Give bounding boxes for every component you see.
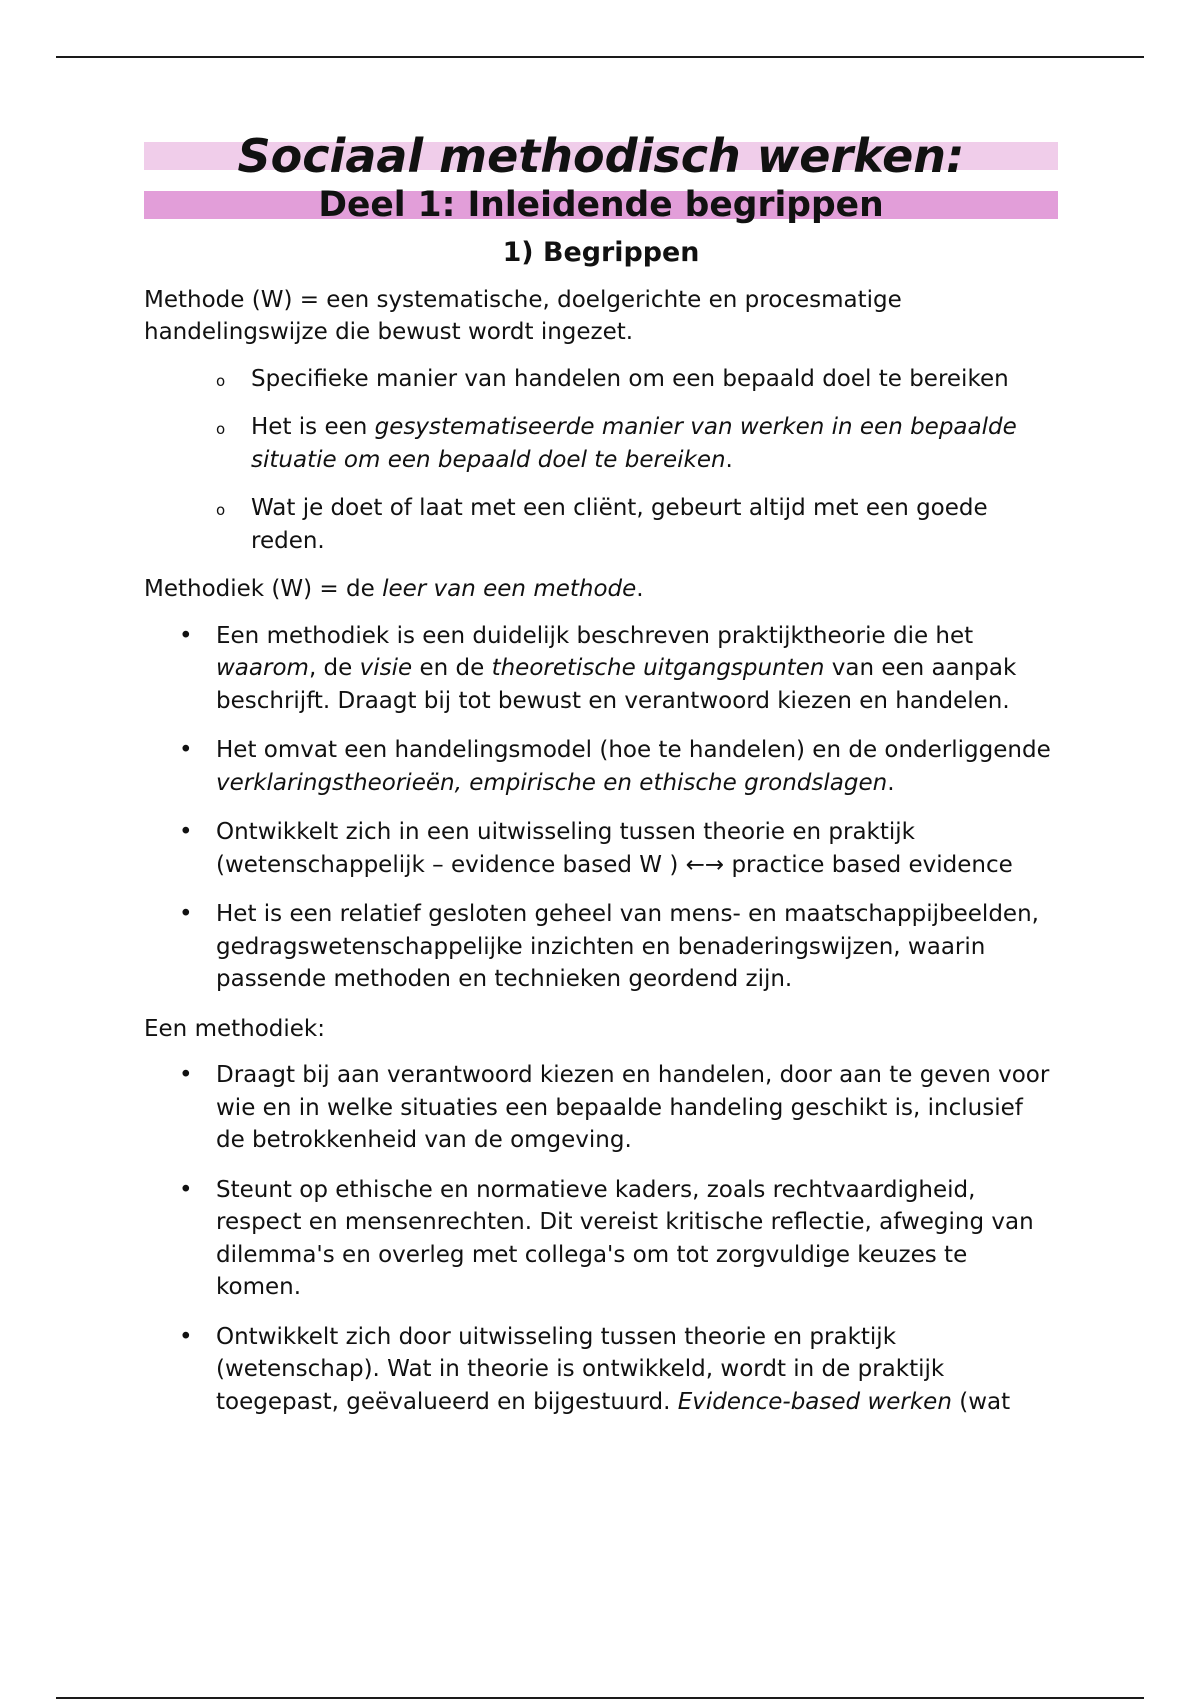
list-item: • Een methodiek is een duidelijk beschreven praktijktheorie die het waarom, de visie en de theoretische uitgangspunten van een aanpak beschrijft. Draagt bij tot bewust en verantwoord kiezen en handelen. <box>144 620 1058 718</box>
document-body <box>144 129 1058 1435</box>
bullet-icon: • <box>179 622 193 649</box>
methode-definition: Methode (W) = een systematische, doelgerichte en procesmatige handelingswijze die bewust wordt ingezet. <box>144 286 902 345</box>
list-item: • Draagt bij aan verantwoord kiezen en handelen, door aan te geven voor wie en in welke situaties een bepaalde handeling geschikt is, inclusief de betrokkenheid van de omgeving. <box>144 1059 1058 1157</box>
list-item: o Wat je doet of laat met een cliënt, gebeurt altijd met een goede reden. <box>216 495 988 554</box>
methodiek-list <box>144 620 1058 996</box>
bullet-icon: • <box>179 737 193 763</box>
list-item: • Steunt op ethische en normatieve kaders, zoals rechtvaardigheid, respect en mensenrechten. Dit vereist kritische reflectie, afweging van dilemma's en overleg met collega's om tot zorgvuldige keuzes te komen. <box>144 1174 1058 1304</box>
bottom-rule <box>56 1697 1144 1699</box>
list-item: o Specifieke manier van handelen om een bepaald doel te bereiken <box>144 363 1058 396</box>
bullet-icon: • <box>179 901 193 927</box>
circle-bullet-icon: o <box>216 420 226 438</box>
methodiek-definition: Methodiek (W) = de leer van een methode. <box>144 576 644 602</box>
list-item: • Het is een relatief gesloten geheel van mens- en maatschappijbeelden, gedragswetenschappelijke inzichten en benaderingswijzen, waarin passende methoden en technieken geordend zijn. <box>144 898 1058 996</box>
top-rule <box>56 56 1144 58</box>
methode-list <box>144 363 1058 558</box>
list-item: • Het omvat een handelingsmodel (hoe te handelen) en de onderliggende verklaringstheorieën, empirische en ethische grondslagen. <box>144 734 1058 799</box>
circle-bullet-icon: o <box>216 501 226 519</box>
een-methodiek-intro: Een methodiek: <box>144 1015 326 1042</box>
part-heading: Deel 1: Inleidende begrippen <box>144 191 1058 219</box>
document-title: Sociaal methodisch werken: <box>144 142 1058 170</box>
bullet-icon: • <box>179 1176 193 1203</box>
list-item: • Ontwikkelt zich door uitwisseling tussen theorie en praktijk (wetenschap). Wat in theorie is ontwikkeld, wordt in de praktijk toegepast, geëvalueerd en bijgestuurd. Evidence-based werken (wat <box>144 1321 1058 1419</box>
bullet-icon: • <box>179 819 193 845</box>
een-methodiek-list <box>144 1059 1058 1418</box>
bullet-icon: • <box>179 1062 193 1088</box>
bullet-icon: • <box>179 1323 193 1350</box>
circle-bullet-icon: o <box>216 371 226 390</box>
list-item: o Het is een gesystematiseerde manier van werken in een bepaalde situatie om een bepaald doel te bereiken. <box>216 414 1017 473</box>
section-heading: 1) Begrippen <box>502 237 700 268</box>
list-item: • Ontwikkelt zich in een uitwisseling tussen theorie en praktijk (wetenschappelijk – evidence based W ) ←→ practice based evidence <box>144 816 1058 881</box>
